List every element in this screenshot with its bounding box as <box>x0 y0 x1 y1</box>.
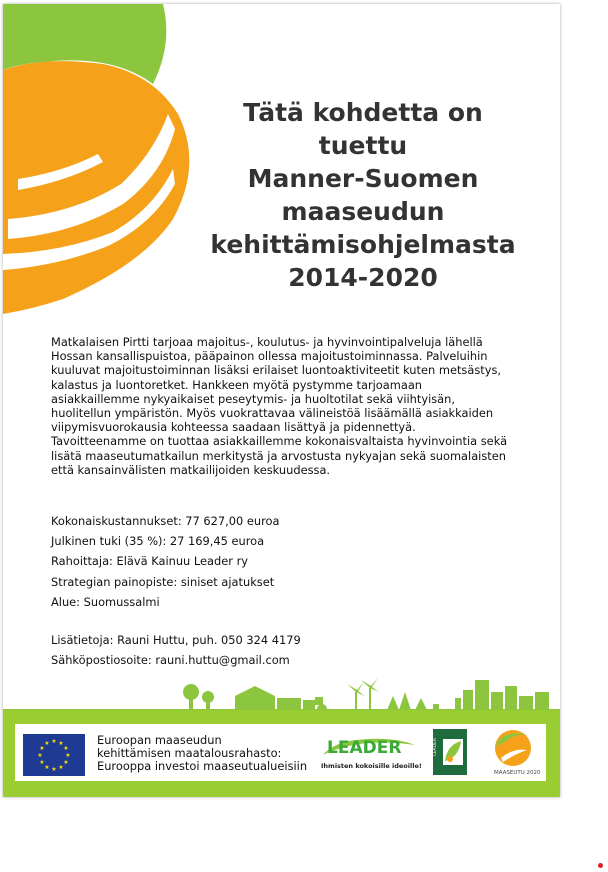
orange-arc <box>3 61 189 314</box>
leader-logo <box>319 731 419 763</box>
svg-text:★: ★ <box>51 766 57 773</box>
svg-text:★: ★ <box>58 740 64 747</box>
project-facts <box>51 511 280 612</box>
svg-text:★: ★ <box>44 764 50 771</box>
eafrd-text <box>97 734 307 773</box>
fact-strategy: Strategian painopiste: siniset ajatukset <box>51 574 275 589</box>
contact-info <box>51 630 301 670</box>
project-description: Matkalaisen Pirtti tarjoaa majoitus-, koulutus- ja hyvinvointipalveluja lähellä Hossan kansallispuistoa, pääpainon ollessa majoitustoiminnassa. Palveluihin kuuluvat majoitustoiminnan lisäksi erilaiset luontoaktiviteetit kuten metsästys, kalastus ja luontoretket. Hankkeen myötä pystymme tarjoamaan asiakkaillemme nykyaikaiset peseytymis- ja huoltotilat sekä viihtyisän, huolitellun ympäristön. Myös vuokrattavaa välineistöä lisäämällä asiakkaiden viipymisvuorokausia kohteessa saadaan lisättyä ja pidennettyä. Tavoitteenamme on tuottaa asiakkaillemme kokonaisvaltaista hyvinvointia sekä lisätä maaseutumatkailun merkitystä ja arvostusta nykyajan sekä suomalaisten että kansainvälisten matkailijoiden keskuudessa. <box>51 335 508 477</box>
maaseutu-2020-label: MAASEUTU 2020 <box>494 770 541 776</box>
svg-text:★: ★ <box>63 745 69 752</box>
svg-text:★: ★ <box>51 738 57 745</box>
rural-program-artwork <box>3 4 203 314</box>
svg-text:★: ★ <box>39 759 45 766</box>
svg-text:★: ★ <box>44 740 50 747</box>
fact-total-cost: Kokonaiskustannukset: 77 627,00 euroa <box>51 514 280 528</box>
leader-small-label: LEADER <box>433 738 438 756</box>
footer-band <box>3 710 560 797</box>
svg-text:★: ★ <box>39 745 45 752</box>
contact-email: Sähköpostiosoite: rauni.huttu@gmail.com <box>51 653 290 667</box>
leader-logo-label: LEADER <box>327 738 402 758</box>
leader-tagline: Ihmisten kokoisille ideoille! <box>321 762 422 770</box>
funding-logos <box>15 724 546 781</box>
fact-public-support: Julkinen tuki (35 %): 27 169,45 euroa <box>51 534 265 549</box>
eafrd-line-1: Euroopan maaseudun <box>97 733 222 747</box>
svg-text:★: ★ <box>37 752 43 759</box>
eu-flag-icon <box>23 734 85 776</box>
rural-silhouette-icon <box>3 674 560 714</box>
eafrd-line-3: Eurooppa investoi maaseutualueisiin <box>97 759 308 773</box>
leader-leaf-icon <box>433 729 467 775</box>
svg-text:★: ★ <box>58 764 64 771</box>
eafrd-line-2: kehittämisen maatalousrahasto: <box>97 746 282 760</box>
svg-text:★: ★ <box>65 752 71 759</box>
poster-sheet <box>3 4 560 797</box>
marker-dot <box>598 863 603 868</box>
fact-area: Alue: Suomussalmi <box>51 594 160 609</box>
maaseutu-2020-logo <box>493 728 533 770</box>
svg-text:★: ★ <box>63 759 69 766</box>
contact-person: Lisätietoja: Rauni Huttu, puh. 050 324 4179 <box>51 633 301 647</box>
fact-funder: Rahoittaja: Elävä Kainuu Leader ry <box>51 554 248 569</box>
leader-small-logo <box>433 729 467 775</box>
poster-title: Tätä kohdetta on tuettu Manner-Suomen maaseudun kehittämisohjelmasta 2014-2020 <box>210 98 516 292</box>
